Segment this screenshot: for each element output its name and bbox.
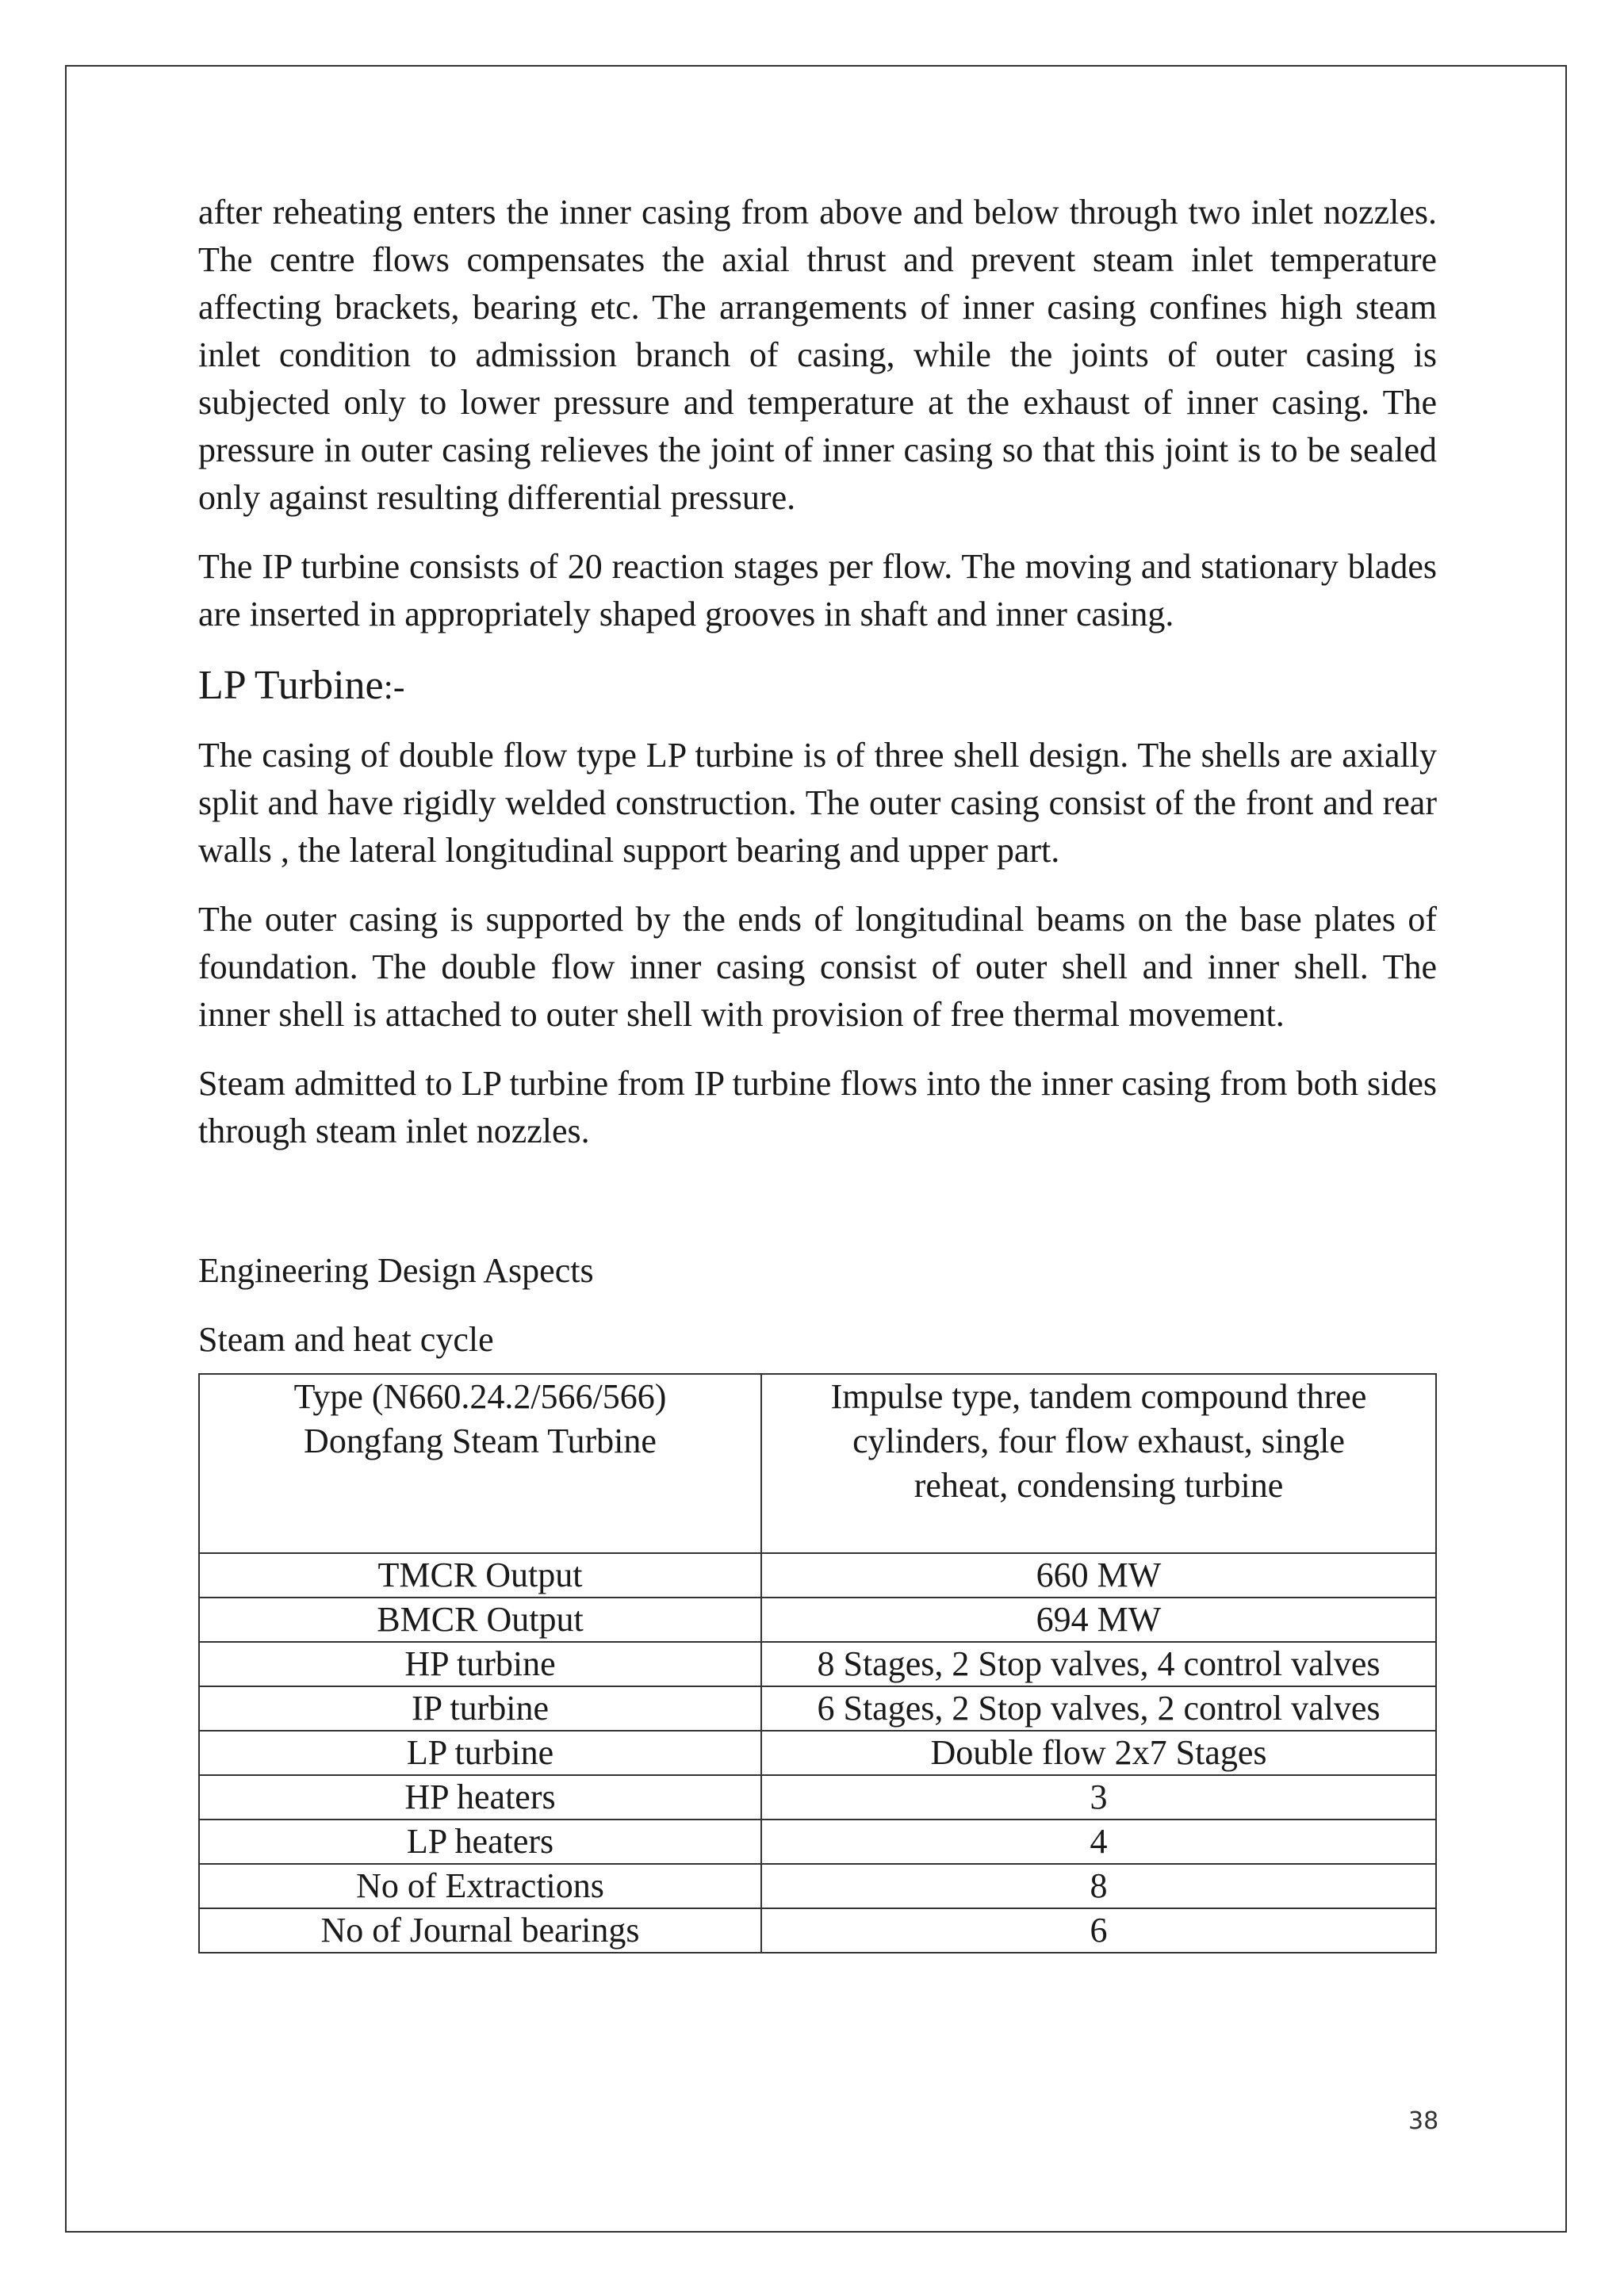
table-cell-param: LP heaters <box>199 1820 761 1864</box>
table-row <box>199 1598 1436 1642</box>
table-cell-value: 4 <box>761 1820 1436 1864</box>
cell-type-line2: Dongfang Steam Turbine <box>304 1422 657 1460</box>
cell-type-description-line1: Impulse type, tandem compound three <box>830 1377 1367 1416</box>
subsection-title: Steam and heat cycle <box>198 1320 494 1359</box>
table-row <box>199 1775 1436 1820</box>
table-cell-value: 3 <box>761 1775 1436 1820</box>
cell-type <box>199 1374 761 1553</box>
paragraph-lp-casing-design: The casing of double flow type LP turbine is of three shell design. The shells are axially split and have rigidly welded construction. The outer casing consist of the front and rear walls , the lateral longitudinal support bearing and upper part. <box>198 736 1437 870</box>
table-row <box>199 1820 1436 1864</box>
table-cell-param: BMCR Output <box>199 1598 761 1642</box>
cell-type-description <box>761 1374 1436 1553</box>
heading-lp-turbine <box>198 660 1437 714</box>
table-cell-param: No of Extractions <box>199 1864 761 1908</box>
paragraph-ip-turbine-stages: The IP turbine consists of 20 reaction stages per flow. The moving and stationary blades are inserted in appropriately shaped grooves in shaft and inner casing. <box>198 547 1437 633</box>
table-cell-param: IP turbine <box>199 1686 761 1731</box>
paragraph-lp-outer-casing-support: The outer casing is supported by the ends of longitudinal beams on the base plates of foundation. The double flow inner casing consist of outer shell and inner shell. The inner shell is attached to outer shell with provision of free thermal movement. <box>198 900 1437 1034</box>
cell-type-line1: Type (N660.24.2/566/566) <box>293 1377 667 1416</box>
table-cell-value: 694 MW <box>761 1598 1436 1642</box>
cell-type-description-line2: cylinders, four flow exhaust, single <box>852 1422 1345 1460</box>
table-cell-param: TMCR Output <box>199 1553 761 1598</box>
table-header-row <box>199 1374 1436 1553</box>
table-cell-value: 660 MW <box>761 1553 1436 1598</box>
page-number: 38 <box>1408 2107 1439 2135</box>
cell-type-description-line3: reheat, condensing turbine <box>914 1466 1284 1505</box>
table-row <box>199 1908 1436 1953</box>
section-title: Engineering Design Aspects <box>198 1251 594 1290</box>
heading-lp-turbine-suffix: :- <box>383 668 405 706</box>
table-cell-param: HP turbine <box>199 1642 761 1686</box>
table-cell-value: 6 Stages, 2 Stop valves, 2 control valves <box>761 1686 1436 1731</box>
table-row <box>199 1686 1436 1731</box>
table-row <box>199 1642 1436 1686</box>
table-cell-param: HP heaters <box>199 1775 761 1820</box>
table-cell-value: Double flow 2x7 Stages <box>761 1731 1436 1775</box>
paragraph-lp-steam-admission: Steam admitted to LP turbine from IP turbine flows into the inner casing from both sides through steam inlet nozzles. <box>198 1064 1437 1150</box>
table-row <box>199 1864 1436 1908</box>
page-content <box>198 189 1437 1954</box>
table-cell-value: 8 Stages, 2 Stop valves, 4 control valves <box>761 1642 1436 1686</box>
spacer <box>198 1177 1437 1247</box>
table-cell-value: 8 <box>761 1864 1436 1908</box>
table-cell-param: LP turbine <box>199 1731 761 1775</box>
table-row <box>199 1731 1436 1775</box>
table-cell-value: 6 <box>761 1908 1436 1953</box>
table-row <box>199 1553 1436 1598</box>
paragraph-reheat-inner-casing: after reheating enters the inner casing from above and below through two inlet nozzles. The centre flows compensates the axial thrust and prevent steam inlet temperature affecting brackets, bearing etc. The arrangements of inner casing confines high steam inlet condition to admission branch of casing, while the joints of outer casing is subjected only to lower pressure and temperature at the exhaust of inner casing. The pressure in outer casing relieves the joint of inner casing so that this joint is to be sealed only against resulting differential pressure. <box>198 193 1437 517</box>
table-cell-param: No of Journal bearings <box>199 1908 761 1953</box>
turbine-spec-table <box>198 1373 1437 1954</box>
heading-lp-turbine-text: LP Turbine <box>198 663 384 708</box>
